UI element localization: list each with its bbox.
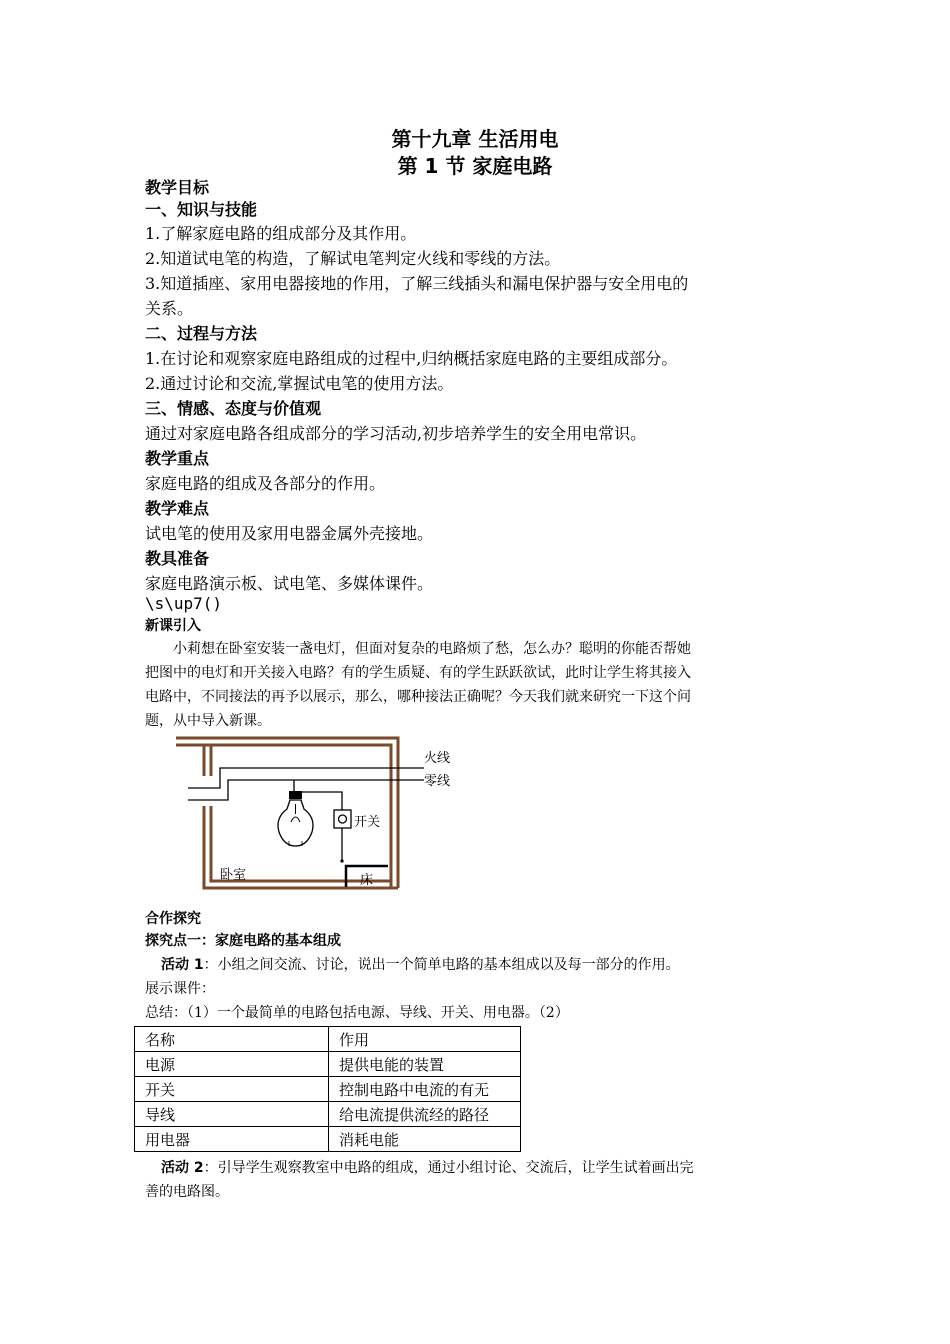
- intro-paragraph: [145, 637, 810, 733]
- activity1-line: [161, 954, 680, 974]
- table-cell: 控制电路中电流的有无: [329, 1077, 521, 1102]
- field-code-text: \s\up7(): [145, 594, 223, 613]
- chapter-title: 第十九章 生活用电: [391, 127, 559, 151]
- switch-label: 开关: [354, 815, 381, 830]
- neutral-wire-label: 零线: [424, 774, 451, 789]
- table-cell: 用电器: [135, 1127, 329, 1152]
- activity1-text: ：小组之间交流、讨论，说出一个简单电路的基本组成以及每一部分的作用。: [203, 957, 680, 973]
- bed-label: 床: [360, 873, 374, 888]
- activity2-label: 活动 2: [161, 1160, 204, 1176]
- process-item: 1.在讨论和观察家庭电路组成的过程中,归纳概括家庭电路的主要组成部分。: [145, 349, 678, 368]
- attitude-text: 通过对家庭电路各组成部分的学习活动,初步培养学生的安全用电常识。: [145, 424, 647, 443]
- live-wire-label: 火线: [424, 751, 451, 766]
- materials-text: 家庭电路演示板、试电笔、多媒体课件。: [145, 574, 434, 593]
- table-cell: 消耗电能: [329, 1127, 521, 1152]
- intro-heading: 新课引入: [145, 618, 201, 634]
- key-point-heading: 教学重点: [145, 449, 210, 468]
- neutral-wire-line: [188, 780, 424, 800]
- difficulty-text: 试电笔的使用及家用电器金属外壳接地。: [145, 524, 434, 543]
- terminal-dot: [340, 859, 343, 862]
- table-row: [135, 1077, 521, 1102]
- knowledge-item: 1.了解家庭电路的组成部分及其作用。: [145, 224, 417, 243]
- materials-heading: 教具准备: [145, 549, 210, 568]
- summary-text: 总结：（1）一个最简单的电路包括电源、导线、开关、用电器。（2）: [145, 1005, 569, 1021]
- activity1-label: 活动 1: [161, 957, 204, 973]
- key-point-text: 家庭电路的组成及各部分的作用。: [145, 474, 386, 493]
- intro-line: 小莉想在卧室安装一盏电灯，但面对复杂的电路烦了愁，怎么办？聪明的你能否帮她: [173, 641, 691, 657]
- intro-line: 题，从中导入新课。: [145, 713, 271, 729]
- switch-box: [334, 810, 351, 828]
- table-cell: 给电流提供流经的路径: [329, 1102, 521, 1127]
- intro-line: 电路中，不同接法的再予以展示，那么，哪种接法正确呢？今天我们就来研究一下这个问: [145, 689, 691, 705]
- intro-line: 把图中的电灯和开关接入电路？有的学生质疑、有的学生跃跃欲试，此时让学生将其接入: [145, 665, 691, 681]
- explore-heading: 合作探究: [145, 911, 201, 927]
- process-heading: 二、过程与方法: [145, 324, 258, 343]
- table-cell: 开关: [135, 1077, 329, 1102]
- activity2-line: [145, 1156, 810, 1180]
- table-cell: 提供电能的装置: [329, 1052, 521, 1077]
- lamp-icon: [278, 791, 313, 846]
- activity2-text: ：引导学生观察教室中电路的组成，通过小组讨论、交流后，让学生试着画出完: [203, 1160, 694, 1176]
- table-row: [135, 1052, 521, 1077]
- bedroom-circuit-figure: [176, 734, 456, 894]
- table-cell: 导线: [135, 1102, 329, 1127]
- table-row: [135, 1102, 521, 1127]
- live-wire-line: [188, 768, 424, 788]
- section-title: 第 1 节 家庭电路: [397, 154, 553, 178]
- attitude-heading: 三、情感、态度与价值观: [145, 399, 322, 418]
- knowledge-item: 关系。: [145, 299, 194, 318]
- room-label: 卧室: [220, 868, 247, 883]
- table-row: [135, 1127, 521, 1152]
- knowledge-item: 3.知道插座、家用电器接地的作用，了解三线插头和漏电保护器与安全用电的: [145, 274, 689, 293]
- switch-wire: [302, 792, 342, 810]
- activity2-line: 善的电路图。: [145, 1184, 229, 1200]
- explore-point-heading: 探究点一：家庭电路的基本组成: [145, 933, 341, 949]
- table-header-row: [135, 1027, 521, 1052]
- table-cell: 电源: [135, 1052, 329, 1077]
- difficulty-heading: 教学难点: [145, 499, 210, 518]
- table-header-cell: 名称: [135, 1027, 329, 1052]
- activity2-paragraph: [145, 1156, 810, 1204]
- process-item: 2.通过讨论和交流,掌握试电笔的使用方法。: [145, 374, 454, 393]
- show-text: 展示课件：: [145, 981, 215, 997]
- knowledge-heading: 一、知识与技能: [145, 200, 258, 219]
- knowledge-item: 2.知道试电笔的构造，了解试电笔判定火线和零线的方法。: [145, 249, 561, 268]
- circuit-component-table: [134, 1026, 521, 1152]
- objectives-heading: 教学目标: [145, 178, 210, 197]
- table-header-cell: 作用: [329, 1027, 521, 1052]
